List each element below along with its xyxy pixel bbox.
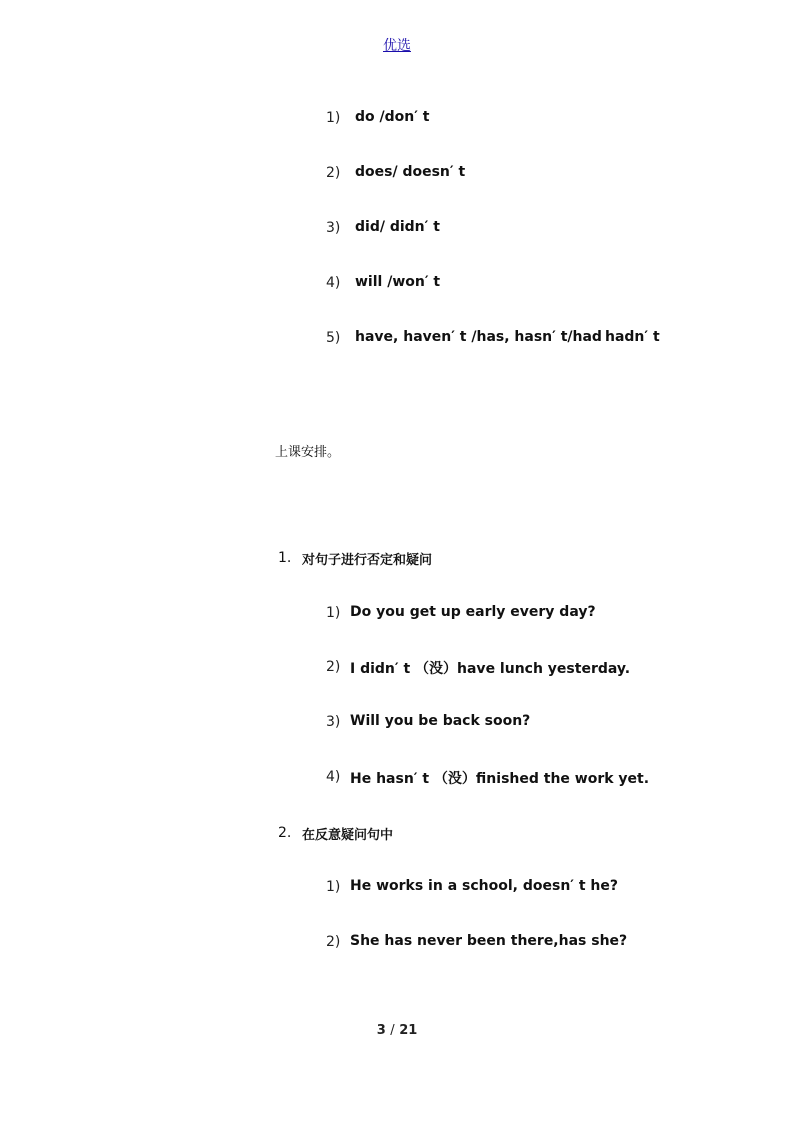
page-total: 21 xyxy=(399,1023,418,1038)
header-link[interactable]: 优选 xyxy=(383,38,411,54)
class-arrangement-heading: 上课安排。 xyxy=(275,445,341,460)
answer-text-5: have, haven′ t /has, hasn′ t/had xyxy=(355,329,602,345)
section-1-num: 1. xyxy=(278,550,292,566)
answer-text-3: did/ didn′ t xyxy=(355,219,440,235)
section-2-item-text-2: She has never been there,has she? xyxy=(350,933,628,949)
section-1-item-num-2: 2) xyxy=(326,659,341,675)
section-1-item-num-3: 3) xyxy=(326,714,341,730)
page-current: 3 xyxy=(376,1023,386,1038)
section-1-item-text-3: Will you be back soon? xyxy=(350,713,531,729)
answer-num-3: 3) xyxy=(326,220,341,236)
page-indicator xyxy=(0,1023,794,1038)
section-2-item-text-1: He works in a school, doesn′ t he? xyxy=(350,878,618,894)
answer-text-1: do /don′ t xyxy=(355,109,430,125)
section-1-item-text-1: Do you get up early every day? xyxy=(350,604,596,620)
section-1-item-text-2: I didn′ t （没）have lunch yesterday. xyxy=(350,661,631,677)
answer-num-5: 5) xyxy=(326,330,341,346)
section-1-item-text-4: He hasn′ t （没）finished the work yet. xyxy=(350,771,650,787)
answer-text-2: does/ doesn′ t xyxy=(355,164,466,180)
answer-text-5-extra: hadn′ t xyxy=(605,329,660,345)
answer-text-4: will /won′ t xyxy=(355,274,441,290)
section-2-item-num-1: 1) xyxy=(326,879,341,895)
section-2-title: 在反意疑问句中 xyxy=(302,828,394,843)
section-2-item-num-2: 2) xyxy=(326,934,341,950)
answer-num-2: 2) xyxy=(326,165,341,181)
section-1-item-num-4: 4) xyxy=(326,769,341,785)
answer-num-4: 4) xyxy=(326,275,341,291)
section-2-num: 2. xyxy=(278,825,292,841)
answer-num-1: 1) xyxy=(326,110,341,126)
page-separator: / xyxy=(390,1023,395,1038)
section-1-item-num-1: 1) xyxy=(326,605,341,621)
section-1-title: 对句子进行否定和疑问 xyxy=(302,553,433,568)
